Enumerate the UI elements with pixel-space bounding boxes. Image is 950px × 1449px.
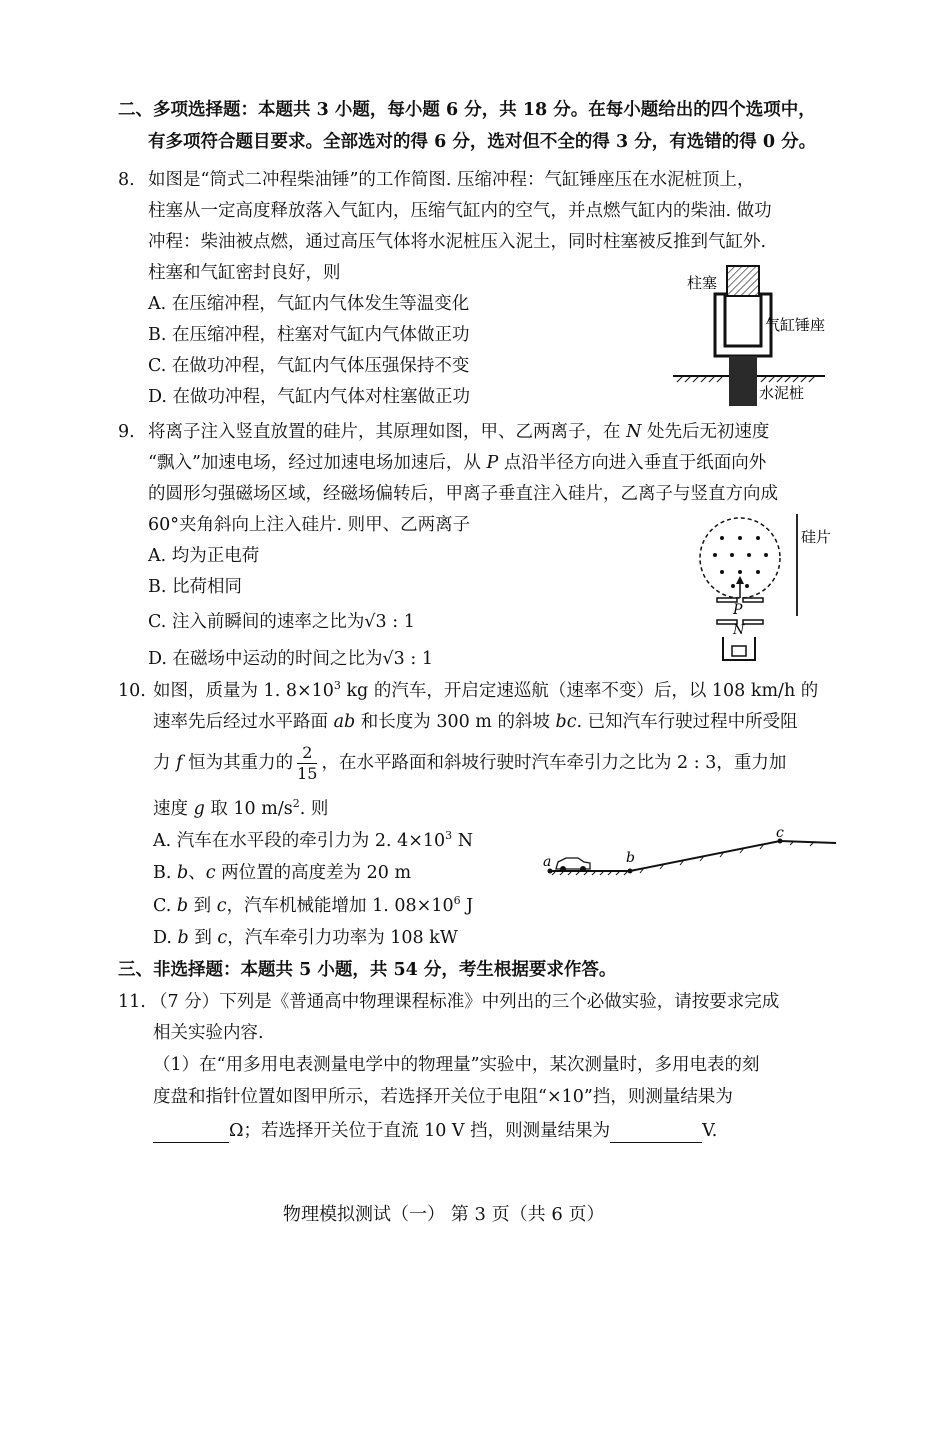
q11-part1-line1: （1）在“用多用电表测量电学中的物理量”实验中，某次测量时，多用电表的刻 — [153, 1055, 760, 1075]
slope-bc — [630, 841, 780, 871]
label-concrete-pile: 水泥桩 — [759, 384, 805, 402]
label-N: N — [733, 623, 745, 638]
page-footer: 物理模拟测试（一） 第 3 页（共 6 页） — [283, 1204, 605, 1225]
q10-stem-line1: 如图，质量为 1. $8\times 10^3$ kg 的汽车，开启定速巡航（速率不变）后，以 108 km/h 的 — [153, 679, 819, 701]
label-a: a — [543, 854, 552, 870]
q10-stem-line2: 速率先后经过水平路面 ab 和长度为 300 m 的斜坡 bc. 已知汽车行驶过程中所受阻 — [153, 712, 798, 732]
answer-blank-volts[interactable] — [610, 1142, 702, 1143]
q11-part1-line3: Ω；若选择开关位于直流 10 V 挡，则测量结果为 V. — [153, 1119, 717, 1143]
fraction-2-15: $\frac{2}{15}$ — [297, 743, 318, 783]
label-plunger: 柱塞 — [687, 274, 718, 292]
car-icon — [556, 858, 590, 872]
q8-stem-line4: 柱塞和气缸密封良好，则 — [148, 263, 341, 283]
q10-option-a: A. 汽车在水平段的牵引力为 2. $4\times 10^3$ N — [153, 829, 474, 851]
q10-road-slope-figure — [540, 825, 840, 885]
q8-option-a: A. 在压缩冲程，气缸内气体发生等温变化 — [148, 294, 470, 314]
q10-number: 10. — [118, 681, 146, 701]
q9-stem-line4: 60°夹角斜向上注入硅片. 则甲、乙两离子 — [148, 515, 471, 535]
concrete-pile — [729, 356, 757, 406]
q9-stem-line2: “飘入”加速电场，经过加速电场加速后，从 P 点沿半径方向进入垂直于纸面向外 — [148, 453, 767, 473]
label-cylinder-seat: 气缸锤座 — [765, 316, 826, 334]
q11-stem-line1: （7 分）下列是《普通高中物理课程标准》中列出的三个必做实验，请按要求完成 — [150, 992, 780, 1012]
q11-number: 11. — [118, 992, 146, 1012]
q11-stem-line2: 相关实验内容. — [153, 1023, 264, 1043]
q9-option-d: D. 在磁场中运动的时间之比为√3 : 1 — [148, 649, 433, 669]
label-c: c — [776, 825, 784, 841]
q10-option-c: C. b 到 c，汽车机械能增加 1. $08\times 10^6$ J — [153, 894, 474, 916]
answer-blank-ohms[interactable] — [153, 1142, 229, 1143]
q9-option-b: B. 比荷相同 — [148, 577, 242, 597]
label-b: b — [626, 850, 635, 866]
q8-stem-line1: 如图是“筒式二冲程柴油锤”的工作简图. 压缩冲程：气缸锤座压在水泥桩顶上， — [148, 170, 755, 190]
q9-number: 9. — [118, 422, 135, 442]
label-silicon-wafer: 硅片 — [801, 528, 832, 546]
q11-part1-line2: 度盘和指针位置如图甲所示，若选择开关位于电阻“×10”挡，则测量结果为 — [153, 1087, 733, 1107]
q8-number: 8. — [118, 170, 135, 190]
q10-option-d: D. b 到 c，汽车牵引力功率为 108 kW — [153, 928, 458, 948]
q8-option-d: D. 在做功冲程，气缸内气体对柱塞做正功 — [148, 387, 471, 407]
q8-option-c: C. 在做功冲程，气缸内气体压强保持不变 — [148, 356, 470, 376]
plunger — [727, 266, 759, 296]
q8-diesel-hammer-figure — [665, 258, 845, 408]
q10-stem-line3: 力 f 恒为其重力的 $\frac{2}{15}$ ，在水平路面和斜坡行驶时汽车牵引力之比为 2 : 3，重力加 — [153, 743, 787, 783]
q8-stem-line2: 柱塞从一定高度释放落入气缸内，压缩气缸内的空气，并点燃气缸内的柴油. 做功 — [148, 201, 772, 221]
q9-stem-line1: 将离子注入竖直放置的硅片，其原理如图，甲、乙两离子，在 N 处先后无初速度 — [148, 422, 770, 442]
section2-heading-line2: 有多项符合题目要求。全部选对的得 6 分，选对但不全的得 3 分，有选错的得 0 分。 — [148, 132, 817, 152]
q9-option-c: C. 注入前瞬间的速率之比为√3 : 1 — [148, 612, 415, 632]
section3-heading: 三、非选择题：本题共 5 小题，共 54 分，考生根据要求作答。 — [118, 960, 617, 980]
q9-stem-line3: 的圆形匀强磁场区域，经磁场偏转后，甲离子垂直注入硅片，乙离子与竖直方向成 — [148, 484, 778, 504]
q10-stem-line4: 速度 g 取 10 $m/s^2$. 则 — [153, 797, 329, 819]
label-P: P — [733, 602, 743, 618]
q8-option-b: B. 在压缩冲程，柱塞对气缸内气体做正功 — [148, 325, 470, 345]
q9-ion-implant-figure — [695, 510, 845, 670]
q9-option-a: A. 均为正电荷 — [148, 546, 260, 566]
q8-stem-line3: 冲程：柴油被点燃，通过高压气体将水泥桩压入泥土，同时柱塞被反推到气缸外. — [148, 232, 767, 252]
q10-option-b: B. b、c 两位置的高度差为 20 m — [153, 863, 412, 883]
cylinder-seat — [715, 294, 771, 356]
section2-heading-line1: 二、多项选择题：本题共 3 小题，每小题 6 分，共 18 分。在每小题给出的四个选项中， — [118, 100, 816, 120]
